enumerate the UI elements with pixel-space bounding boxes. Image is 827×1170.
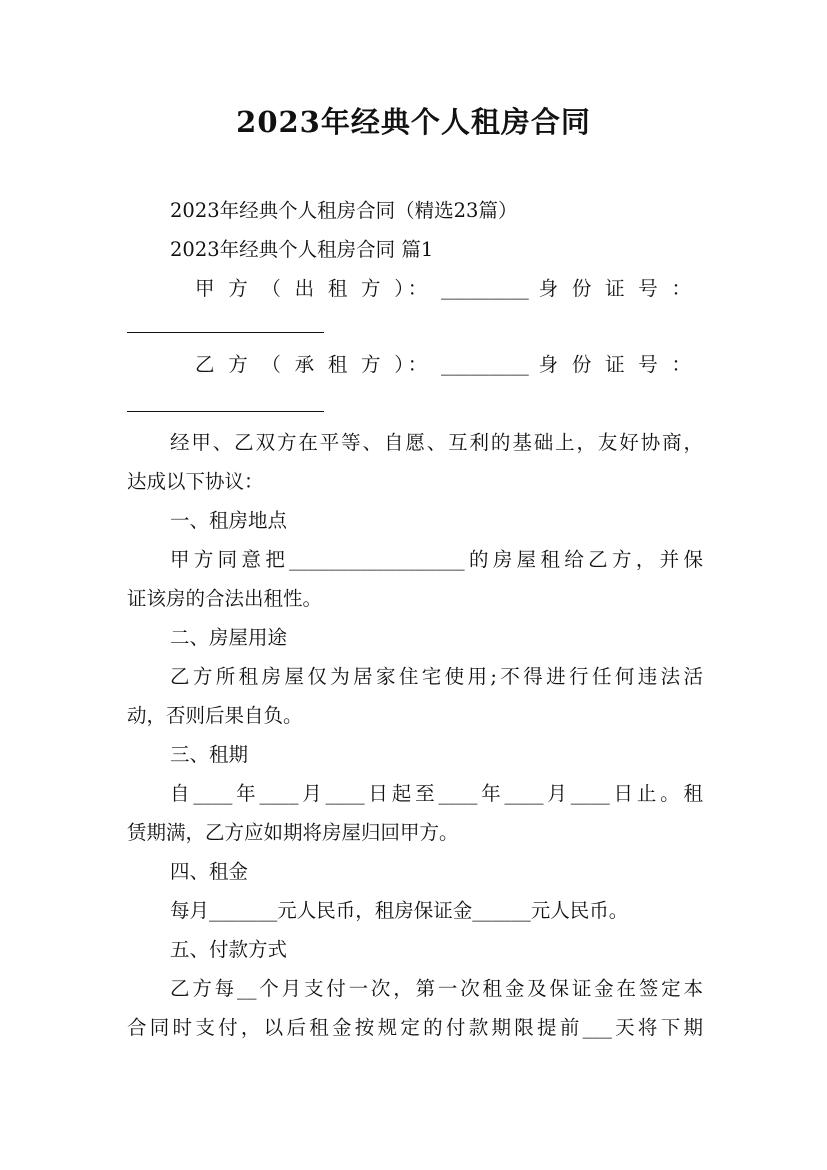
paragraph-line: 达成以下协议：	[127, 470, 264, 493]
party-a-id-blank	[127, 332, 324, 333]
paragraph-line: 乙方所租房屋仅为居家住宅使用;不得进行任何违法活	[170, 665, 703, 688]
paragraph-line: 赁期满，乙方应如期将房屋归回甲方。	[127, 821, 459, 844]
clause-heading: 五、付款方式	[170, 938, 288, 961]
paragraph-line: 乙方每__个月支付一次，第一次租金及保证金在签定本	[170, 977, 703, 1000]
paragraph-line: 经甲、乙双方在平等、自愿、互利的基础上，友好协商，	[170, 431, 703, 454]
paragraph-line: 动，否则后果自负。	[127, 704, 303, 727]
paragraph-line: 每月_______元人民币，租房保证金______元人民币。	[170, 899, 629, 922]
paragraph-line: 合同时支付，以后租金按规定的付款期限提前___天将下期	[127, 1016, 703, 1039]
subtitle-line: 2023年经典个人租房合同（精选23篇）	[170, 199, 518, 222]
clause-heading: 二、房屋用途	[170, 626, 288, 649]
paragraph-line: 自____年____月____日起至____年____月____日止。租	[170, 782, 703, 805]
party-b-id-blank	[127, 411, 324, 412]
clause-heading: 四、租金	[170, 860, 249, 883]
clause-heading: 三、租期	[170, 743, 249, 766]
section-heading: 2023年经典个人租房合同 篇1	[170, 238, 434, 261]
paragraph-line: 证该房的合法出租性。	[127, 587, 323, 610]
party-a-line: 甲 方 （ 出 租 方 ）： _________ 身 份 证 号 ：	[195, 277, 691, 300]
party-b-line: 乙 方 （ 承 租 方 ）： _________ 身 份 证 号 ：	[195, 353, 691, 376]
paragraph-line: 甲方同意把__________________的房屋租给乙方，并保	[170, 548, 703, 571]
document-title: 2023年经典个人租房合同	[236, 105, 591, 139]
clause-heading: 一、租房地点	[170, 509, 288, 532]
